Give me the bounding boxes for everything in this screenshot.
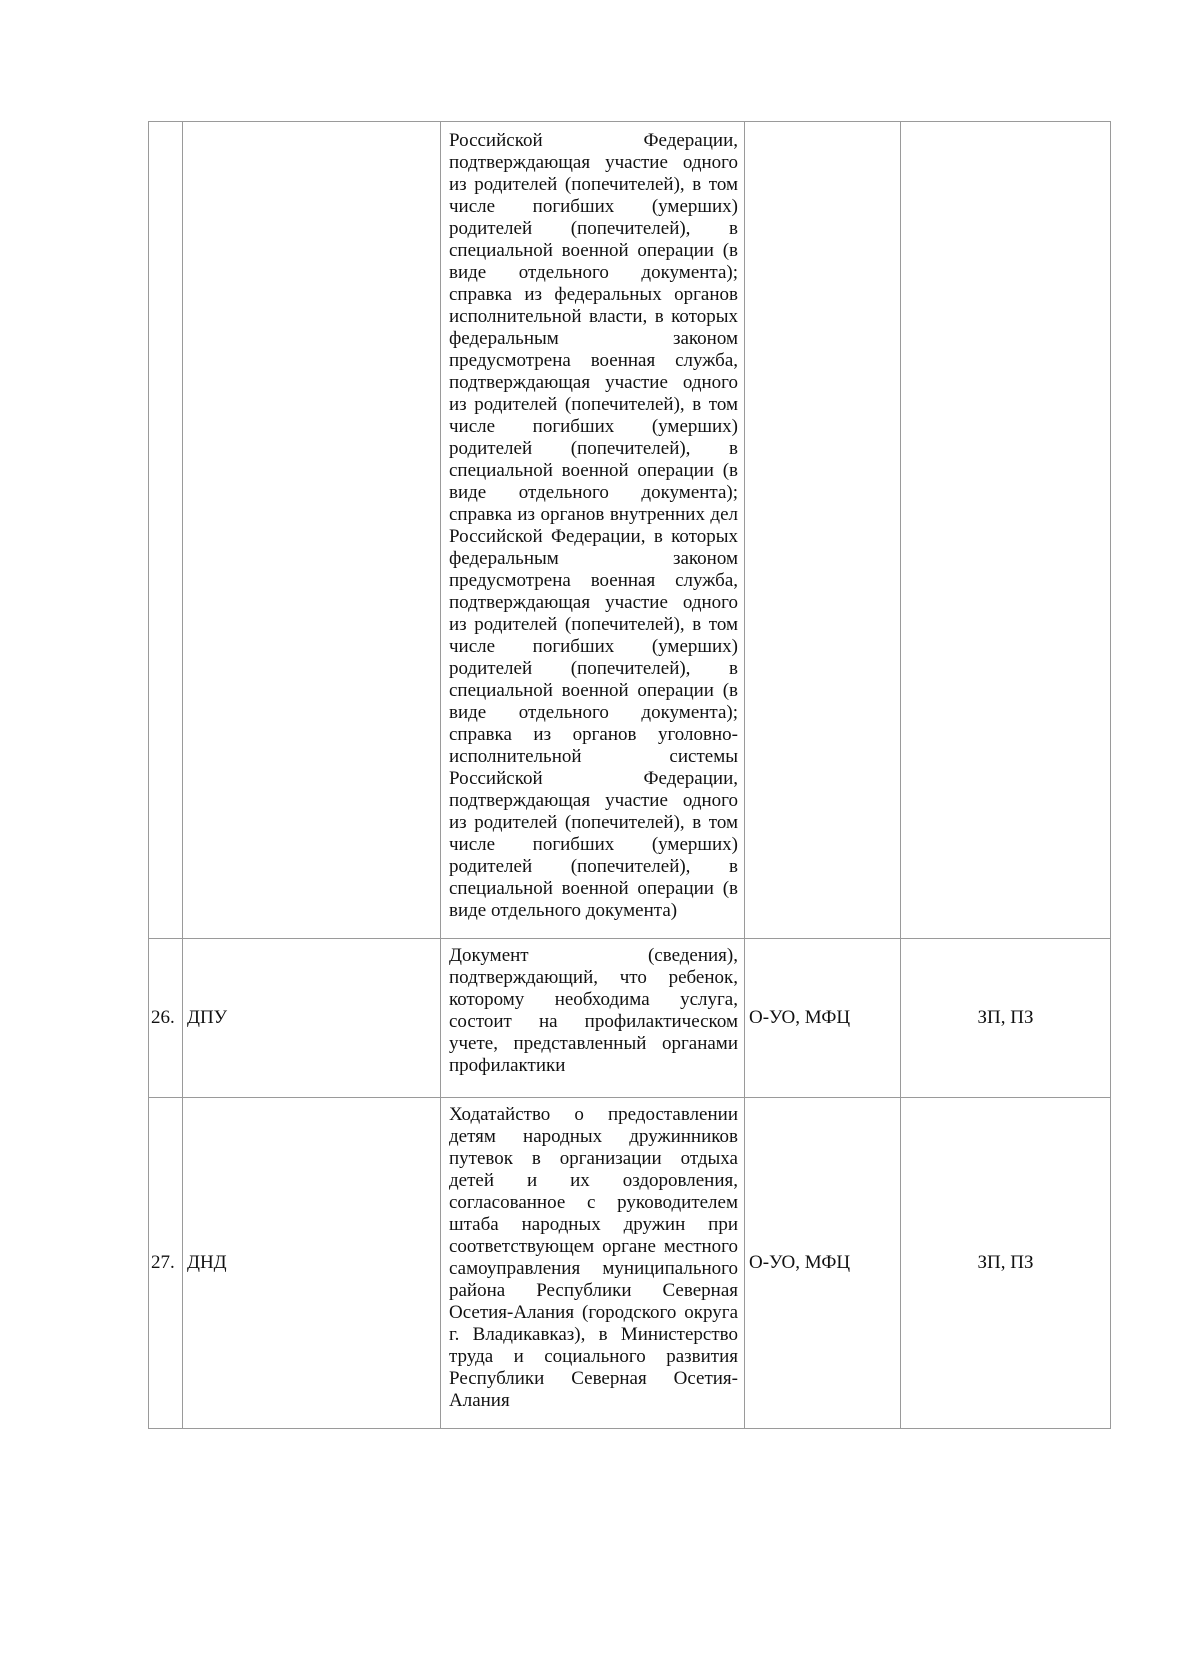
- document-text-line: подтверждающий, что ребенок,: [449, 967, 738, 988]
- document-text-line: подтверждающая участие одного: [449, 152, 738, 173]
- document-text-line: предусмотрена военная служба,: [449, 350, 738, 371]
- document-text-line: профилактики: [449, 1055, 566, 1076]
- document-text-line: справка из органов уголовно-: [449, 724, 738, 745]
- document-text-line: виде отдельного документа);: [449, 702, 738, 723]
- document-text-line: Российской Федерации,: [449, 768, 738, 789]
- document-text-line: родителей (попечителей), в: [449, 218, 738, 239]
- document-text-line: числе погибших (умерших): [449, 416, 738, 437]
- document-text-line: которому необходима услуга,: [449, 989, 738, 1010]
- document-text-line: числе погибших (умерших): [449, 196, 738, 217]
- method-cell: [901, 122, 1111, 939]
- document-text-line: соответствующем органе местного: [449, 1236, 738, 1257]
- issuing-organization: О-УО, МФЦ: [745, 939, 901, 1098]
- document-text-line: из родителей (попечителей), в том: [449, 174, 738, 195]
- document-text-line: подтверждающая участие одного: [449, 372, 738, 393]
- document-text-line: предусмотрена военная служба,: [449, 570, 738, 591]
- document-text-line: виде отдельного документа);: [449, 262, 738, 283]
- document-text-line: справка из федеральных органов: [449, 284, 738, 305]
- document-text-line: специальной военной операции (в: [449, 680, 738, 701]
- document-text-line: из родителей (попечителей), в том: [449, 394, 738, 415]
- organization-cell: [745, 122, 901, 939]
- document-cell: [441, 122, 745, 939]
- document-text-line: Российской Федерации, в которых: [449, 526, 738, 547]
- document-text-line: самоуправления муниципального: [449, 1258, 738, 1279]
- document-text-line: справка из органов внутренних дел: [449, 504, 738, 525]
- row-number: 26.: [149, 939, 183, 1098]
- document-text-line: числе погибших (умерших): [449, 834, 738, 855]
- document-description: [441, 1098, 745, 1429]
- document-text-line: специальной военной операции (в: [449, 460, 738, 481]
- document-text-line: Документ (сведения),: [449, 945, 738, 966]
- document-text-line: состоит на профилактическом: [449, 1011, 738, 1032]
- document-text-line: родителей (попечителей), в: [449, 856, 738, 877]
- table-row: [149, 939, 1111, 1098]
- code-cell: [183, 122, 441, 939]
- issuing-organization: О-УО, МФЦ: [745, 1098, 901, 1429]
- documents-table: [148, 121, 1111, 1429]
- document-text-line: района Республики Северная: [449, 1280, 738, 1301]
- document-text-line: из родителей (попечителей), в том: [449, 614, 738, 635]
- document-text-line: исполнительной власти, в которых: [449, 306, 738, 327]
- document-text-line: федеральным законом: [449, 328, 738, 349]
- document-text-line: учете, представленный органами: [449, 1033, 738, 1054]
- document-description: [441, 939, 745, 1098]
- row-number: 27.: [149, 1098, 183, 1429]
- document-text-line: Республики Северная Осетия-: [449, 1368, 738, 1389]
- document-text-line: исполнительной системы: [449, 746, 738, 767]
- document-text-line: федеральным законом: [449, 548, 738, 569]
- document-text-line: Осетия-Алания (городского округа: [449, 1302, 738, 1323]
- document-text-line: Ходатайство о предоставлении: [449, 1104, 738, 1125]
- document-text-line: Российской Федерации,: [449, 130, 738, 151]
- document-text-line: числе погибших (умерших): [449, 636, 738, 657]
- document-code: ДПУ: [183, 939, 441, 1098]
- document-text-line: г. Владикавказ), в Министерство: [449, 1324, 738, 1345]
- submission-method: ЗП, ПЗ: [901, 939, 1111, 1098]
- submission-method: ЗП, ПЗ: [901, 1098, 1111, 1429]
- document-text-line: детей и их оздоровления,: [449, 1170, 738, 1191]
- document-text-line: согласованное с руководителем: [449, 1192, 738, 1213]
- document-text-line: штаба народных дружин при: [449, 1214, 738, 1235]
- document-text-line: родителей (попечителей), в: [449, 438, 738, 459]
- document-text-line: подтверждающая участие одного: [449, 790, 738, 811]
- table-row: [149, 1098, 1111, 1429]
- table-row-continuation: [149, 122, 1111, 939]
- document-text-line: труда и социального развития: [449, 1346, 738, 1367]
- number-cell: [149, 122, 183, 939]
- document-text-line: Алания: [449, 1390, 510, 1411]
- document-text-line: виде отдельного документа): [449, 900, 678, 921]
- document-text-line: родителей (попечителей), в: [449, 658, 738, 679]
- document-text-line: виде отдельного документа);: [449, 482, 738, 503]
- document-code: ДНД: [183, 1098, 441, 1429]
- document-text-line: специальной военной операции (в: [449, 240, 738, 261]
- document-text-line: из родителей (попечителей), в том: [449, 812, 738, 833]
- document-text-line: путевок в организации отдыха: [449, 1148, 738, 1169]
- document-text-line: специальной военной операции (в: [449, 878, 738, 899]
- document-text-line: подтверждающая участие одного: [449, 592, 738, 613]
- document-text-line: детям народных дружинников: [449, 1126, 738, 1147]
